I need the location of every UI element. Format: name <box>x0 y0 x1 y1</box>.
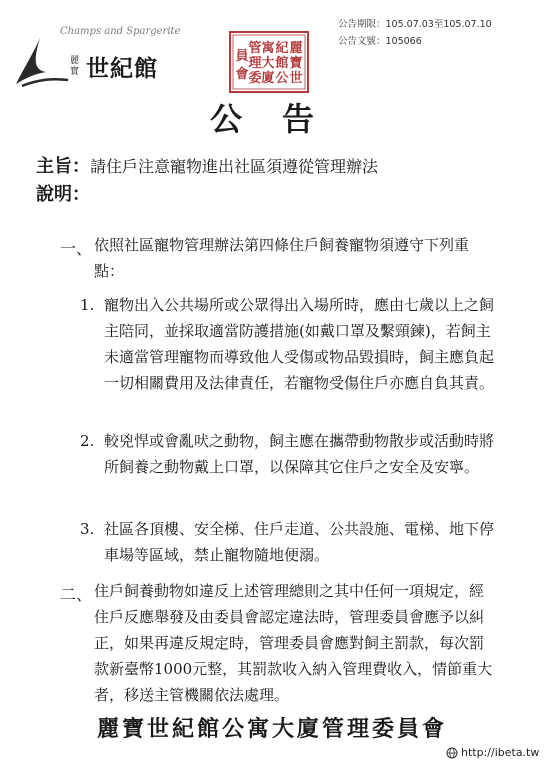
item-number: 2. <box>80 432 95 450</box>
notice-period: 公告期限：105.07.03至105.07.10 <box>338 19 492 30</box>
notice-meta <box>338 16 492 50</box>
item-number: 1. <box>80 296 95 314</box>
svg-text:管: 管 <box>248 41 262 56</box>
watermark <box>446 746 539 759</box>
svg-text:理: 理 <box>248 56 262 71</box>
svg-text:館: 館 <box>275 56 289 71</box>
section-text: 依照社區寵物管理辦法第四條住戶飼養寵物須遵守下列重點： <box>94 236 470 280</box>
svg-text:廈: 廈 <box>261 71 275 86</box>
subject-line <box>36 152 378 178</box>
item-number: 3. <box>80 520 95 538</box>
official-seal-stamp <box>228 30 310 94</box>
svg-text:委: 委 <box>248 71 262 86</box>
watermark-url: http://ibeta.tw <box>461 746 540 759</box>
item-text: 社區各頂樓、安全梯、住戶走道、公共設施、電梯、地下停車場等區域，禁止寵物隨地便溺。 <box>104 520 495 564</box>
logo <box>12 20 181 92</box>
section-number: 一、 <box>60 239 93 258</box>
section-number: 二、 <box>60 585 93 604</box>
item-text: 較兇悍或會亂吠之動物，飼主應在攜帶動物散步或活動時將所飼養之動物戴上口罩，以保障其它住戶之安全及安寧。 <box>104 432 495 476</box>
subject-text: 請住戶注意寵物進出社區須遵從管理辦法 <box>90 157 379 176</box>
explanation-label: 說明： <box>36 184 90 205</box>
item-text: 寵物出入公共場所或公眾得出入場所時，應由七歲以上之飼主陪同，並採取適當防護措施(如戴口罩及繫頸鍊)，若飼主未適當管理寵物而導致他人受傷或物品毀損時，飼主應負起一切相關費用及法律責任，若寵物受傷住戶亦應自負其責。 <box>104 296 495 392</box>
svg-text:公: 公 <box>275 71 289 86</box>
logo-script-text: Champs and Spargerite <box>60 26 181 37</box>
logo-swoosh-icon <box>12 34 72 90</box>
signature: 麗寶世紀館公寓大廈管理委員會 <box>96 716 447 742</box>
subject-label: 主旨： <box>36 156 90 177</box>
svg-text:世: 世 <box>289 71 303 86</box>
svg-text:寶: 寶 <box>289 56 303 71</box>
logo-sub-text: 麗寶 <box>70 56 80 77</box>
notice-doc-no: 公告文號：105066 <box>338 36 422 47</box>
svg-text:會: 會 <box>235 67 249 82</box>
svg-text:麗: 麗 <box>289 41 303 56</box>
svg-text:紀: 紀 <box>275 41 289 56</box>
svg-text:寓: 寓 <box>261 41 275 56</box>
svg-text:大: 大 <box>261 56 275 71</box>
page-title: 公告 <box>209 100 354 138</box>
section-text: 住戶飼養動物如違反上述管理總則之其中任何一項規定，經住戶反應舉發及由委員會認定違法時，管理委員會應予以糾正，如果再違反規定時，管理委員會應對飼主罰款，每次罰款新臺幣1000元整，其罰款收入納入管理費收入，情節重大者，移送主管機關依法處理。 <box>94 582 493 704</box>
logo-name: 世紀館 <box>86 55 158 82</box>
globe-icon <box>446 747 458 759</box>
svg-text:員: 員 <box>235 49 249 64</box>
